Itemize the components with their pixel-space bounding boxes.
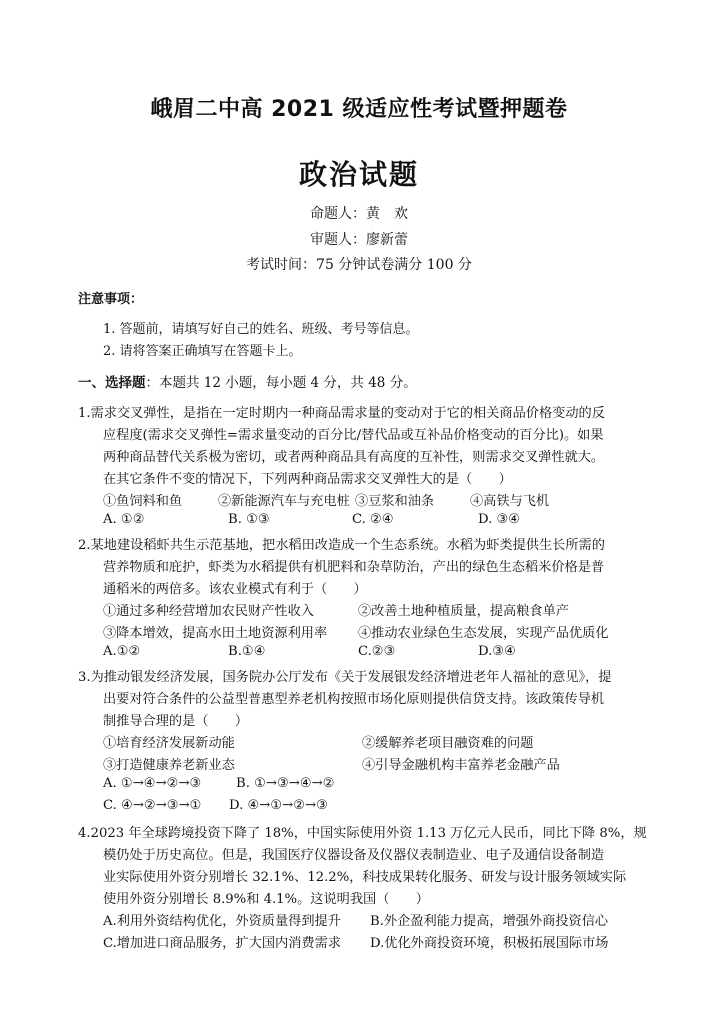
question-4-line: 使用外资分别增长 8.9%和 4.1%。这说明我国（ ） (103, 892, 429, 907)
question-1-statement: ①鱼饲料和鱼 (103, 494, 183, 509)
question-2-choice[interactable]: B.①④ (228, 644, 266, 659)
question-2-statement: ④推动农业绿色生态发展，实现产品优质化 (358, 626, 609, 641)
question-3-line: 3.为推动银发经济发展，国务院办公厅发布《关于发展银发经济增进老年人福祉的意见》，提 (78, 670, 612, 685)
reviewer-line: 审题人：廖新蕾 (310, 232, 408, 248)
author-line: 命题人：黄 欢 (310, 206, 408, 222)
notice-title: 注意事项： (78, 292, 144, 307)
question-3-statement: ③打造健康养老新业态 (103, 758, 235, 773)
notice-item: 1. 答题前，请填写好自己的姓名、班级、考号等信息。 (103, 322, 419, 337)
question-3-choice[interactable]: D. ④→①→②→③ (229, 798, 328, 813)
question-4-choice[interactable]: D.优化外商投资环境，积极拓展国际市场 (370, 936, 609, 951)
question-4-choice[interactable]: B.外企盈利能力提高，增强外商投资信心 (370, 914, 609, 929)
section-desc: ：本题共 12 小题，每小题 4 分，共 48 分。 (145, 375, 417, 391)
question-4-choice[interactable]: C.增加进口商品服务，扩大国内消费需求 (103, 936, 341, 951)
question-3-statement: ②缓解养老项目融资难的问题 (362, 736, 534, 751)
question-1-choice[interactable]: C. ②④ (352, 512, 394, 527)
question-1-statement: ④高铁与飞机 (470, 494, 550, 509)
question-3-line: 制推导合理的是（ ） (103, 714, 249, 729)
question-2-choice[interactable]: C.②③ (358, 644, 396, 659)
question-3-statement: ①培育经济发展新动能 (103, 736, 235, 751)
question-2-line: 营养物质和庇护，虾类为水稻提供有机肥料和杂草防治，产出的绿色生态稻米价格是普 (103, 560, 605, 575)
question-2-choice[interactable]: D.③④ (478, 644, 516, 659)
question-2-line: 通稻米的两倍多。该农业模式有利于（ ） (103, 582, 367, 597)
question-3-statement: ④引导金融机构丰富养老金融产品 (362, 758, 560, 773)
question-1-line: 两种商品替代关系极为密切，或者两种商品具有高度的互补性，则需求交叉弹性就大。 (103, 450, 605, 465)
question-1-choice[interactable]: B. ①③ (228, 512, 270, 527)
question-1-statement: ③豆浆和油条 (355, 494, 435, 509)
question-4-line: 4.2023 年全球跨境投资下降了 18%，中国实际使用外资 1.13 万亿元人民币，同比下降 8%，规 (78, 826, 647, 841)
question-2-choice[interactable]: A.①② (103, 644, 141, 659)
question-2-statement: ③降本增效，提高水田土地资源利用率 (103, 626, 328, 641)
question-1-line: 在其它条件不变的情况下，下列两种商品需求交叉弹性大的是（ ） (103, 472, 512, 487)
question-1-choice[interactable]: A. ①② (103, 512, 145, 527)
question-1-choice[interactable]: D. ③④ (478, 512, 521, 527)
question-2-statement: ①通过多种经营增加农民财产性收入 (103, 604, 314, 619)
question-3-choice[interactable]: A. ①→④→②→③ (103, 776, 202, 791)
question-3-line: 出要对符合条件的公益型普惠型养老机构按照市场化原则提供信贷支持。该政策传导机 (103, 692, 605, 707)
question-1-statement: ②新能源汽车与充电桩 (218, 494, 350, 509)
question-2-statement: ②改善土地种植质量，提高粮食单产 (358, 604, 569, 619)
question-3-choice[interactable]: B. ①→③→④→② (236, 776, 335, 791)
question-4-choice[interactable]: A.利用外资结构优化，外资质量得到提升 (103, 914, 341, 929)
question-4-line: 模仍处于历史高位。但是，我国医疗仪器设备及仪器仪表制造业、电子及通信设备制造 (103, 848, 605, 863)
question-1-line: 1.需求交叉弹性，是指在一定时期内一种商品需求量的变动对于它的相关商品价格变动的反 (78, 406, 605, 421)
question-3-choice[interactable]: C. ④→②→③→① (103, 798, 202, 813)
question-2-line: 2.某地建设稻虾共生示范基地，把水稻田改造成一个生态系统。水稻为虾类提供生长所需的 (78, 538, 605, 553)
exam-main-title: 峨眉二中高 2021 级适应性考试暨押题卷 (150, 97, 568, 122)
notice-item: 2. 请将答案正确填写在答题卡上。 (103, 344, 302, 359)
question-1-line: 应程度(需求交叉弹性=需求量变动的百分比/替代品或互补品价格变动的百分比)。如果 (103, 428, 604, 443)
exam-info-line: 考试时间：75 分钟试卷满分 100 分 (246, 257, 472, 273)
section-label: 一、选择题 (78, 375, 146, 391)
subject-title: 政治试题 (298, 158, 419, 191)
question-4-line: 业实际使用外资分别增长 32.1%、12.2%，科技成果转化服务、研发与设计服务领域实际 (103, 870, 627, 885)
section-heading (78, 371, 417, 391)
